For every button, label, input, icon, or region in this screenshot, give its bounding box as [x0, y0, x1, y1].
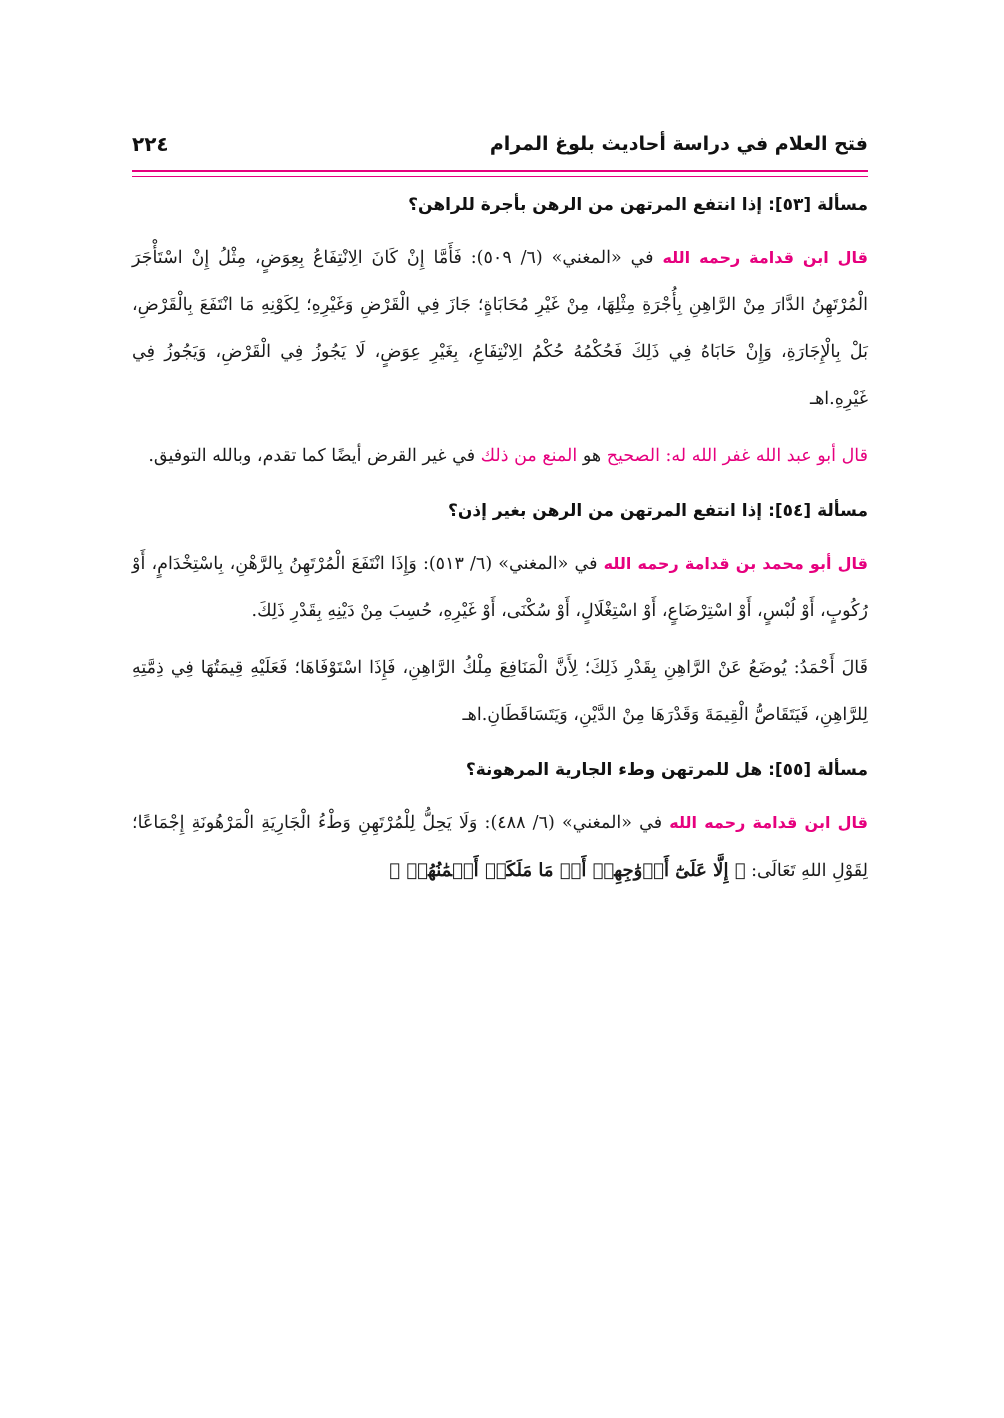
issue-55-title: هل للمرتهن وطء الجارية المرهونة؟: [465, 760, 763, 780]
header-rule-thick: [132, 170, 868, 172]
issue-55-quran-verse: ﴿ إِلَّا عَلَىٰٓ أَزۡوَٰجِهِمۡ أَوۡ مَا مَلَكَتۡ أَيۡمَٰنُهُمۡ ﴾: [389, 860, 746, 881]
issue-54-title: إذا انتفع المرتهن من الرهن بغير إذن؟: [448, 501, 763, 521]
issue-53-quote: في «المغني» (٦/ ٥٠٩): فَأَمَّا إِنْ كَانَ الِانْتِفَاعُ بِعِوَضٍ، مِثْلُ إِنْ اسْتَأْجَرَ الْمُرْتَهِنُ الدَّارَ مِنْ الرَّاهِنِ بِأُجْرَةِ مِثْلِهَا، مِنْ غَيْرِ مُحَابَاةٍ؛ جَازَ فِي الْقَرْضِ وَغَيْرِهِ؛ لِكَوْنِهِ مَا انْتَفَعَ بِالْقَرْضِ، بَلْ بِالْإِجَارَةِ، وَإِنْ حَابَاهُ فِي ذَلِكَ فَحُكْمُهُ حُكْمُ الِانْتِفَاعِ، بِغَيْرِ عِوَضٍ، لَا يَجُوزُ فِي الْقَرْضِ، وَيَجُوزُ فِي غَيْرِهِ.اهـ: [132, 248, 868, 409]
issue-55-quote: في «المغني» (٦/ ٤٨٨): وَلَا يَحِلُّ لِلْمُرْتَهِنِ وَطْءُ الْجَارِيَةِ الْمَرْهُونَةِ إِجْمَاعًا؛ لِقَوْلِ اللهِ تَعَالَى:: [132, 813, 868, 881]
issue-54-quote-paragraph: [132, 540, 868, 635]
issue-53-author-word-1: الصحيح: [606, 446, 660, 466]
issue-53-author-text-1: هو: [582, 446, 602, 466]
issue-55-heading: [132, 755, 868, 785]
book-title: فتح العلام في دراسة أحاديث بلوغ المرام: [489, 133, 868, 155]
page-number: ٢٢٤: [132, 132, 169, 156]
page-content: [132, 190, 868, 905]
issue-54-label: مسألة [٥٤]:: [768, 501, 868, 521]
issue-54-speaker: قال أبو محمد بن قدامة رحمه الله: [603, 554, 868, 573]
issue-55-label: مسألة [٥٥]:: [768, 760, 868, 780]
issue-53-author-word-2: المنع من ذلك: [480, 446, 578, 466]
running-header: [132, 124, 868, 164]
issue-53-speaker: قال ابن قدامة رحمه الله: [662, 248, 869, 267]
issue-53-title: إذا انتفع المرتهن من الرهن بأجرة للراهن؟: [408, 195, 763, 215]
book-page: [132, 0, 868, 1418]
issue-53-quote-paragraph: [132, 234, 868, 423]
header-rule-thin: [132, 176, 868, 177]
issue-53-author-text-2: في غير القرض أيضًا كما تقدم، وبالله التوفيق.: [148, 446, 476, 466]
issue-55-speaker: قال ابن قدامة رحمه الله: [669, 813, 868, 832]
issue-53-author-paragraph: [132, 433, 868, 480]
issue-54-ahmad-paragraph: [132, 645, 868, 739]
issue-53-heading: [132, 190, 868, 220]
issue-54-ahmad-text: قَالَ أَحْمَدُ: يُوضَعُ عَنْ الرَّاهِنِ بِقَدْرِ ذَلِكَ؛ لِأَنَّ الْمَنَافِعَ مِلْكُ الرَّاهِنِ، فَإِذَا اسْتَوْفَاهَا؛ فَعَلَيْهِ قِيمَتُهَا فِي ذِمَّتِهِ لِلرَّاهِنِ، فَيَتَقَاصُّ الْقِيمَةَ وَقَدْرَهَا مِنْ الدَّيْنِ، وَيَتَسَاقَطَانِ.اهـ: [132, 658, 868, 725]
issue-53-label: مسألة [٥٣]:: [768, 195, 868, 215]
issue-54-quote: في «المغني» (٦/ ٥١٣): وَإِذَا انْتَفَعَ الْمُرْتَهِنُ بِالرَّهْنِ، بِاسْتِخْدَامٍ، أَوْ رُكُوبٍ، أَوْ لُبْسٍ، أَوْ اسْتِرْضَاعٍ، أَوْ اسْتِغْلَالٍ، أَوْ سُكْنَى، أَوْ غَيْرِهِ، حُسِبَ مِنْ دَيْنِهِ بِقَدْرِ ذَلِكَ.: [132, 554, 868, 621]
issue-54-heading: [132, 496, 868, 526]
issue-53-author-label: قال أبو عبد الله غفر الله له:: [665, 446, 868, 466]
issue-55-quote-paragraph: [132, 799, 868, 895]
